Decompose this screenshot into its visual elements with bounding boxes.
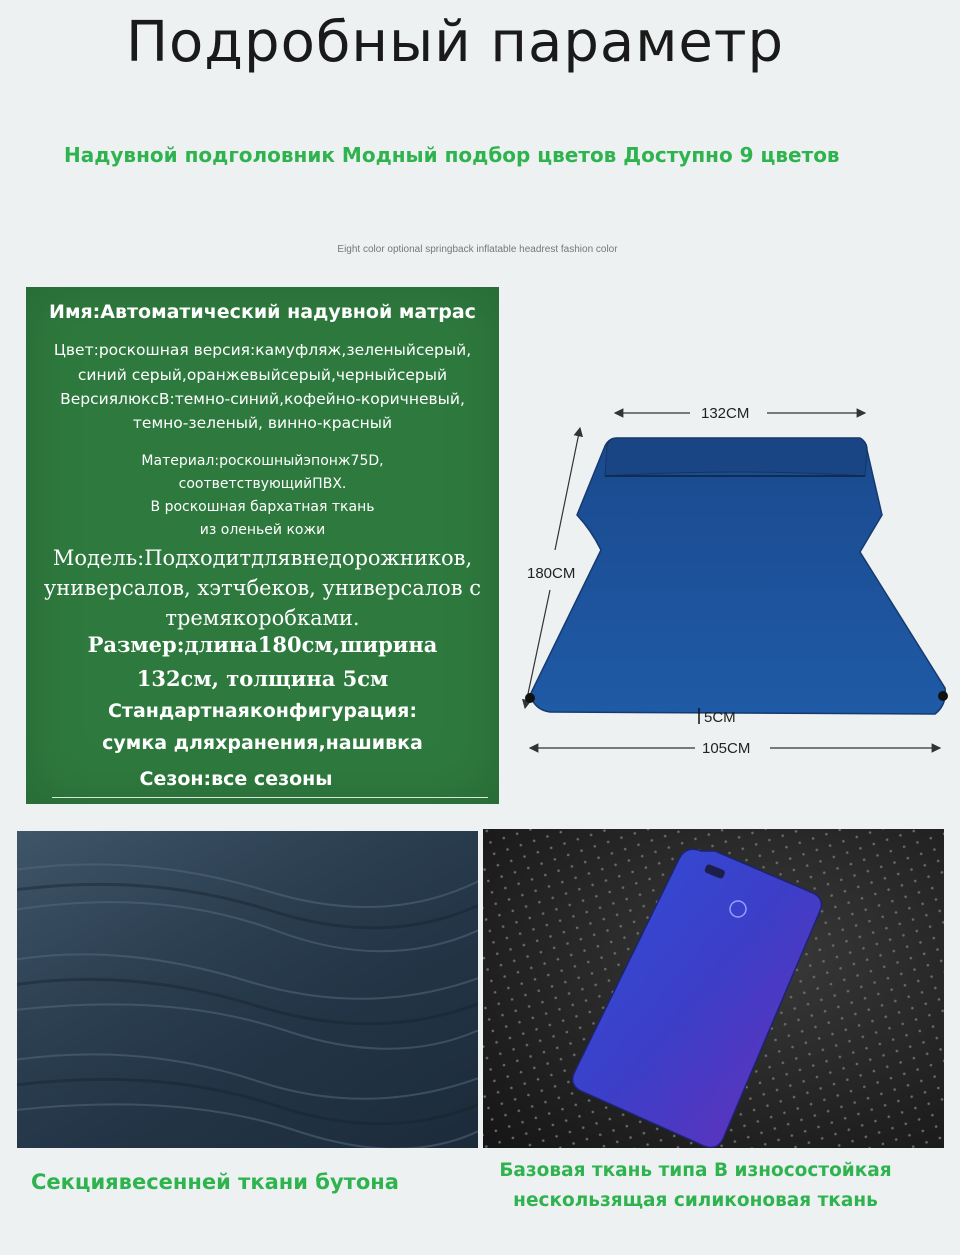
spec-model-line-3: тремякоробками. — [165, 606, 360, 630]
spec-config-line-2: сумка дляхранения,нашивка — [102, 732, 423, 754]
spec-size-line-2: 132см, толщина 5см — [136, 666, 389, 691]
mattress-shape — [530, 438, 945, 714]
spec-panel — [26, 287, 499, 804]
spec-color-line-4: темно-зеленый, винно-красный — [132, 414, 393, 432]
silicone-fabric-texture — [483, 829, 944, 1148]
subtitle: Надувной подголовник Модный подбор цветов Доступно 9 цветов — [64, 143, 840, 167]
caption-right — [483, 1156, 908, 1216]
spec-material-line-1: Материал:роскошныйэпонж75D, — [141, 453, 384, 469]
spec-model-line-1: Модель:Подходитдлявнедорожников, — [52, 546, 473, 570]
dim-length: 180CM — [527, 565, 576, 582]
spec-divider — [52, 797, 488, 798]
fabric-texture — [17, 831, 478, 1148]
headrest-shape — [605, 438, 867, 476]
spec-name: Имя:Автоматический надувной матрас — [49, 301, 476, 323]
page-title: Подробный параметр — [125, 10, 785, 75]
dim-width-bottom: 105CM — [702, 740, 751, 757]
spec-model-line-2: универсалов, хэтчбеков, универсалов с — [43, 576, 482, 600]
valve-left — [525, 693, 535, 703]
spec-material-line-3: В роскошная бархатная ткань — [150, 499, 375, 515]
spec-size-line-1: Размер:длина180см,ширина — [87, 632, 438, 657]
spec-season: Сезон:все сезоны — [139, 768, 333, 790]
fabric-photo-top — [17, 831, 478, 1148]
dim-width-top: 132CM — [701, 405, 750, 422]
english-caption: Eight color optional springback inflatable headrest fashion color — [337, 244, 618, 255]
spec-config-line-1: Стандартнаяконфигурация: — [107, 700, 417, 722]
spec-material-line-2: соответствующийПВХ. — [178, 476, 347, 492]
mattress-diagram — [505, 390, 960, 770]
dim-thickness: 5CM — [704, 709, 736, 726]
spec-color-line-1: Цвет:роскошная версия:камуфляж,зеленыйсерый, — [53, 341, 472, 359]
spec-color-line-3: ВерсиялюксB:темно-синий,кофейно-коричневый, — [60, 390, 465, 408]
spec-material-line-4: из оленьей кожи — [199, 522, 326, 538]
fabric-photo-bottom — [483, 829, 944, 1148]
spec-color-line-2: синий серый,оранжевыйсерый,черныйсерый — [77, 366, 448, 384]
valve-right — [938, 691, 948, 701]
caption-right-line-2: нескользящая силиконовая ткань — [513, 1190, 878, 1211]
caption-left: Секциявесенней ткани бутона — [31, 1170, 399, 1194]
caption-right-line-1: Базовая ткань типа B износостойкая — [499, 1160, 892, 1181]
dim-length-up-arrow — [555, 428, 580, 550]
